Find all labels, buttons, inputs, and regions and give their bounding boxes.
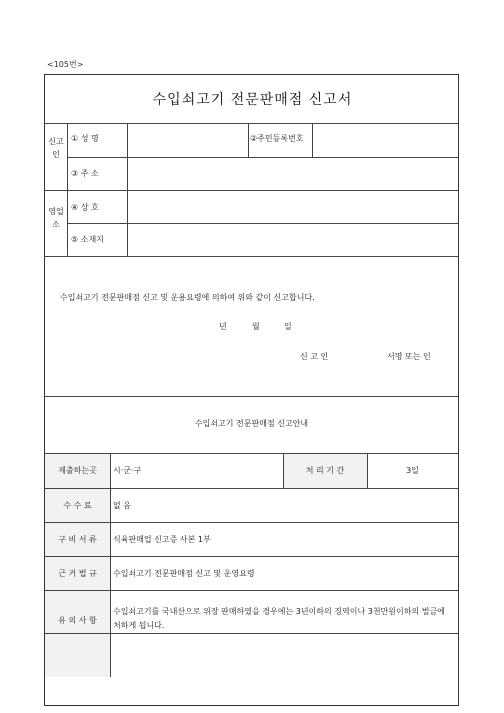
location-field[interactable] [128,224,457,255]
submit-to-label: 제출하는곳 [58,466,97,475]
fee-value: 없 음 [113,501,131,510]
divider [45,488,458,489]
divider [45,633,458,634]
guide-heading: 수입쇠고기 전문판매점 신고안내 [194,419,309,428]
name-field[interactable] [128,124,247,156]
business-section-label: 영업소 [48,207,64,229]
address-field[interactable] [128,158,457,189]
form-frame [44,74,459,706]
divider [45,590,458,591]
trade-name-label: ④ 상 호 [71,203,99,212]
day-label: 일 [284,322,292,331]
trade-name-field[interactable] [128,191,457,222]
caution-value: 수입쇠고기를 국내산으로 위장 판매하였을 경우에는 3년이하의 징역이나 3천만원이하의 벌금에 처하게 됩니다. [113,607,445,630]
divider [45,522,458,523]
caution-label: 유 의 사 항 [58,616,97,625]
period-label: 처 리 기 간 [305,466,345,475]
documents-label: 구 비 서 류 [58,535,97,544]
documents-value: 식육판매업 신고증 사본 1부 [113,535,211,544]
name-label: ① 성 명 [71,134,99,143]
month-label: 월 [252,322,260,331]
divider [45,396,458,397]
basis-value: 수입쇠고기 전문판매점 신고 및 운영요령 [113,569,255,578]
declaration-statement: 수입쇠고기 전문판매점 신고 및 운용요령에 의하여 위와 같이 신고합니다. [60,293,315,302]
rrn-label: ②주민등록번호 [250,134,304,143]
period-value: 3일 [406,466,419,475]
declarant-label: 신 고 인 [300,352,329,361]
year-label: 년 [219,322,227,331]
divider [67,123,68,256]
applicant-section-label: 신고인 [48,137,64,159]
signature-label[interactable]: 서명 또는 인 [387,352,431,361]
location-label: ⑤ 소재지 [71,235,104,244]
divider [45,256,458,257]
rrn-field[interactable] [313,124,457,156]
address-label: ③ 주 소 [71,169,99,178]
divider [110,453,111,677]
divider [45,556,458,557]
form-title: 수입쇠고기 전문판매점 신고서 [152,92,353,108]
divider [248,123,249,157]
basis-label: 근 거 법 규 [58,569,97,578]
fee-label: 수 수 료 [63,501,92,510]
submit-to-value: 시·군·구 [113,466,142,475]
form-number: <105번> [47,60,84,69]
